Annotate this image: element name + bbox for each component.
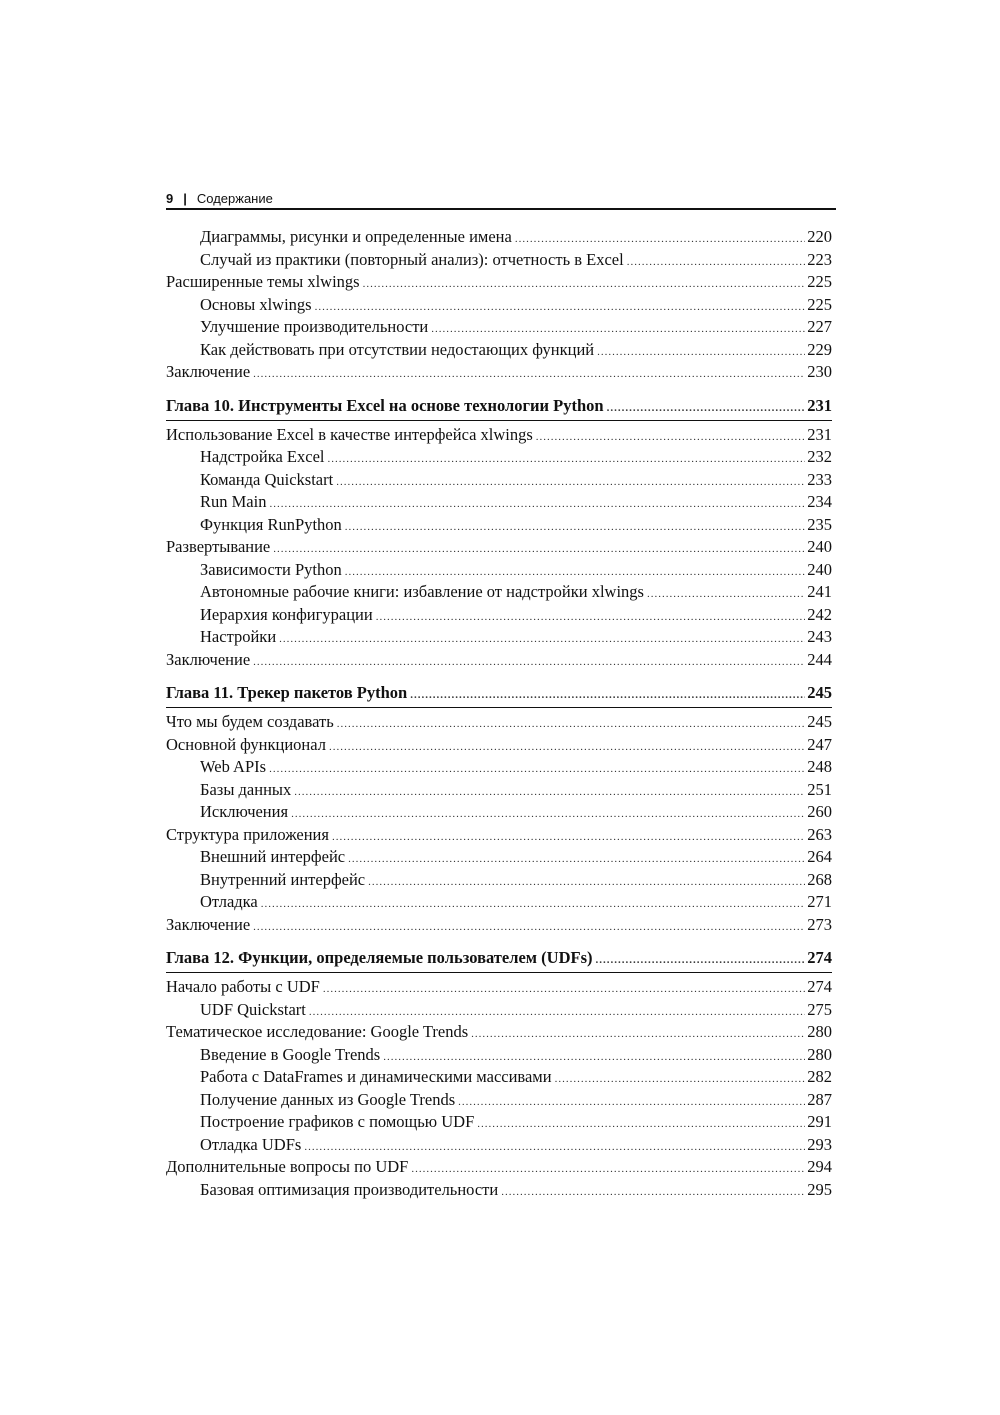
- toc-entry-page-number: 273: [807, 914, 832, 934]
- toc-entry-title: Тематическое исследование: Google Trends: [166, 1022, 469, 1041]
- toc-dot-leader: [471, 1021, 805, 1046]
- toc-dot-leader: [410, 682, 805, 707]
- toc-entry-page-number: 274: [807, 977, 832, 996]
- toc-subsection-entry[interactable]: [166, 469, 832, 492]
- toc-section-entry[interactable]: [166, 914, 832, 937]
- toc-entry-page-number: 242: [807, 604, 832, 624]
- toc-subsection-entry[interactable]: [166, 626, 832, 649]
- toc-entry-title: Введение в Google Trends: [200, 1044, 381, 1064]
- toc-subsection-entry[interactable]: [166, 1134, 832, 1157]
- toc-subsection-entry[interactable]: [166, 339, 832, 362]
- toc-dot-leader: [647, 581, 805, 606]
- toc-entry-page-number: 274: [807, 948, 832, 967]
- toc-dot-leader: [345, 559, 806, 584]
- toc-entry-title: Внутренний интерфейс: [200, 869, 366, 889]
- toc-section-entry[interactable]: [166, 649, 832, 672]
- toc-chapter-entry[interactable]: [166, 682, 832, 708]
- toc-entry-title: Что мы будем создавать: [166, 712, 334, 731]
- toc-entry-title: Расширенные темы xlwings: [166, 272, 360, 291]
- toc-entry-title: Внешний интерфейс: [200, 847, 346, 866]
- toc-dot-leader: [458, 1089, 805, 1114]
- toc-dot-leader: [596, 947, 806, 972]
- toc-dot-leader: [294, 779, 805, 804]
- toc-chapter-entry[interactable]: [166, 947, 832, 973]
- toc-entry-title: Основной функционал: [166, 734, 326, 754]
- toc-entry-page-number: 244: [807, 649, 832, 669]
- toc-dot-leader: [555, 1066, 806, 1091]
- toc-entry-title: Диаграммы, рисунки и определенные имена: [200, 227, 512, 246]
- toc-section-entry[interactable]: [166, 536, 832, 559]
- toc-entry-page-number: 245: [807, 683, 832, 702]
- toc-entry-page-number: 240: [807, 537, 832, 556]
- toc-entry-title: Иерархия конфигурации: [200, 604, 373, 624]
- toc-subsection-entry[interactable]: [166, 514, 832, 537]
- running-header: [166, 188, 836, 210]
- toc-entry-page-number: 234: [807, 492, 832, 511]
- toc-entry-title: Дополнительные вопросы по UDF: [166, 1157, 409, 1176]
- toc-subsection-entry[interactable]: [166, 999, 832, 1022]
- toc-entry-title: Построение графиков с помощью UDF: [200, 1112, 475, 1131]
- toc-dot-leader: [273, 536, 805, 561]
- toc-entry-title: Базовая оптимизация производительности: [200, 1179, 499, 1199]
- toc-subsection-entry[interactable]: [166, 756, 832, 779]
- toc-subsection-entry[interactable]: [166, 604, 832, 627]
- toc-chapter-entry[interactable]: [166, 395, 832, 421]
- toc-entry-title: Отладка UDFs: [200, 1134, 302, 1154]
- toc-entry-title: Run Main: [200, 492, 267, 511]
- toc-entry-page-number: 225: [807, 272, 832, 291]
- table-of-contents: [166, 226, 832, 1201]
- toc-entry-page-number: 231: [807, 424, 832, 444]
- toc-dot-leader: [269, 491, 805, 516]
- toc-dot-leader: [327, 446, 805, 471]
- toc-entry-title: Случай из практики (повторный анализ): отчетность в Excel: [200, 249, 624, 269]
- toc-entry-title: Заключение: [166, 914, 251, 934]
- toc-section-entry[interactable]: [166, 976, 832, 999]
- toc-entry-page-number: 251: [807, 779, 832, 799]
- toc-dot-leader: [515, 226, 805, 251]
- toc-entry-page-number: 280: [807, 1022, 832, 1041]
- toc-entry-page-number: 235: [807, 514, 832, 534]
- toc-entry-page-number: 263: [807, 824, 832, 844]
- toc-entry-title: Отладка: [200, 892, 258, 911]
- toc-dot-leader: [501, 1179, 805, 1204]
- toc-entry-page-number: 282: [807, 1067, 832, 1086]
- toc-dot-leader: [315, 294, 806, 319]
- toc-subsection-entry[interactable]: [166, 226, 832, 249]
- toc-subsection-entry[interactable]: [166, 869, 832, 892]
- toc-entry-page-number: 247: [807, 734, 832, 754]
- toc-entry-page-number: 230: [807, 362, 832, 381]
- toc-section-entry[interactable]: [166, 1021, 832, 1044]
- toc-entry-page-number: 243: [807, 627, 832, 646]
- toc-dot-leader: [309, 999, 805, 1024]
- toc-section-entry[interactable]: [166, 711, 832, 734]
- toc-entry-page-number: 229: [807, 339, 832, 359]
- toc-entry-title: Зависимости Python: [200, 559, 342, 579]
- toc-entry-title: Работа с DataFrames и динамическими массивами: [200, 1067, 552, 1086]
- toc-subsection-entry[interactable]: [166, 559, 832, 582]
- toc-entry-page-number: 293: [807, 1134, 832, 1154]
- toc-dot-leader: [304, 1134, 805, 1159]
- toc-dot-leader: [291, 801, 805, 826]
- toc-dot-leader: [477, 1111, 805, 1136]
- toc-subsection-entry[interactable]: [166, 1089, 832, 1112]
- toc-entry-title: Глава 11. Трекер пакетов Python: [166, 683, 408, 702]
- toc-entry-title: Заключение: [166, 362, 251, 381]
- toc-entry-page-number: 231: [807, 395, 832, 415]
- toc-subsection-entry[interactable]: [166, 801, 832, 824]
- toc-dot-leader: [269, 756, 805, 781]
- toc-entry-page-number: 248: [807, 757, 832, 776]
- toc-dot-leader: [363, 271, 806, 296]
- toc-entry-title: Web APIs: [200, 757, 267, 776]
- toc-dot-leader: [536, 424, 805, 449]
- toc-entry-page-number: 275: [807, 999, 832, 1019]
- toc-section-entry[interactable]: [166, 424, 832, 447]
- toc-dot-leader: [383, 1044, 805, 1069]
- toc-entry-page-number: 291: [807, 1112, 832, 1131]
- toc-subsection-entry[interactable]: [166, 294, 832, 317]
- toc-dot-leader: [332, 824, 805, 849]
- toc-section-entry[interactable]: [166, 271, 832, 294]
- toc-entry-title: Как действовать при отсутствии недостающих функций: [200, 339, 595, 359]
- toc-dot-leader: [336, 469, 805, 494]
- toc-entry-page-number: 264: [807, 847, 832, 866]
- toc-subsection-entry[interactable]: [166, 1111, 832, 1134]
- toc-dot-leader: [261, 891, 805, 916]
- toc-dot-leader: [368, 869, 805, 894]
- toc-entry-page-number: 295: [807, 1179, 832, 1199]
- header-separator: |: [183, 190, 187, 206]
- toc-entry-title: Глава 10. Инструменты Excel на основе технологии Python: [166, 395, 604, 415]
- toc-dot-leader: [607, 395, 806, 420]
- toc-dot-leader: [597, 339, 805, 364]
- toc-entry-title: Структура приложения: [166, 824, 329, 844]
- toc-entry-page-number: 232: [807, 447, 832, 466]
- toc-entry-page-number: 227: [807, 317, 832, 336]
- toc-entry-page-number: 280: [807, 1044, 832, 1064]
- toc-subsection-entry[interactable]: [166, 1179, 832, 1202]
- toc-entry-title: Улучшение производительности: [200, 317, 429, 336]
- toc-dot-leader: [337, 711, 806, 736]
- toc-subsection-entry[interactable]: [166, 891, 832, 914]
- toc-dot-leader: [329, 734, 805, 759]
- toc-subsection-entry[interactable]: [166, 779, 832, 802]
- toc-dot-leader: [253, 361, 805, 386]
- toc-subsection-entry[interactable]: [166, 1066, 832, 1089]
- toc-dot-leader: [627, 249, 806, 274]
- toc-dot-leader: [376, 604, 806, 629]
- toc-subsection-entry[interactable]: [166, 1044, 832, 1067]
- toc-dot-leader: [431, 316, 805, 341]
- toc-entry-page-number: 240: [807, 559, 832, 579]
- toc-subsection-entry[interactable]: [166, 491, 832, 514]
- toc-dot-leader: [411, 1156, 805, 1181]
- toc-entry-title: Использование Excel в качестве интерфейса xlwings: [166, 424, 533, 444]
- toc-entry-page-number: 225: [807, 294, 832, 314]
- toc-subsection-entry[interactable]: [166, 581, 832, 604]
- toc-entry-page-number: 268: [807, 869, 832, 889]
- toc-entry-page-number: 294: [807, 1157, 832, 1176]
- toc-subsection-entry[interactable]: [166, 316, 832, 339]
- toc-entry-title: Базы данных: [200, 779, 292, 799]
- toc-entry-title: Глава 12. Функции, определяемые пользователем (UDFs): [166, 948, 593, 967]
- toc-entry-title: Получение данных из Google Trends: [200, 1089, 456, 1109]
- toc-subsection-entry[interactable]: [166, 446, 832, 469]
- toc-entry-page-number: 287: [807, 1089, 832, 1109]
- toc-entry-title: Команда Quickstart: [200, 469, 334, 489]
- toc-section-entry[interactable]: [166, 734, 832, 757]
- toc-entry-page-number: 241: [807, 582, 832, 601]
- toc-entry-title: Исключения: [200, 802, 289, 821]
- toc-entry-title: Функция RunPython: [200, 514, 342, 534]
- header-page-number: 9: [166, 190, 174, 206]
- toc-entry-title: Основы xlwings: [200, 294, 312, 314]
- toc-entry-page-number: 233: [807, 469, 832, 489]
- toc-dot-leader: [348, 846, 805, 871]
- toc-entry-title: Заключение: [166, 649, 251, 669]
- toc-entry-page-number: 260: [807, 802, 832, 821]
- toc-entry-title: Автономные рабочие книги: избавление от надстройки xlwings: [200, 582, 644, 601]
- toc-entry-page-number: 271: [807, 892, 832, 911]
- toc-dot-leader: [345, 514, 805, 539]
- toc-section-entry[interactable]: [166, 1156, 832, 1179]
- toc-entry-title: Настройки: [200, 627, 277, 646]
- toc-subsection-entry[interactable]: [166, 846, 832, 869]
- toc-entry-page-number: 223: [807, 249, 832, 269]
- toc-section-entry[interactable]: [166, 824, 832, 847]
- toc-entry-page-number: 220: [807, 227, 832, 246]
- toc-entry-title: Надстройка Excel: [200, 447, 325, 466]
- toc-subsection-entry[interactable]: [166, 249, 832, 272]
- toc-entry-title: Развертывание: [166, 537, 271, 556]
- toc-dot-leader: [253, 649, 805, 674]
- toc-entry-title: UDF Quickstart: [200, 999, 306, 1019]
- toc-dot-leader: [279, 626, 805, 651]
- toc-dot-leader: [323, 976, 805, 1001]
- toc-entry-page-number: 245: [807, 712, 832, 731]
- toc-section-entry[interactable]: [166, 361, 832, 384]
- toc-entry-title: Начало работы с UDF: [166, 977, 320, 996]
- toc-dot-leader: [253, 914, 805, 939]
- header-title: Содержание: [196, 190, 273, 206]
